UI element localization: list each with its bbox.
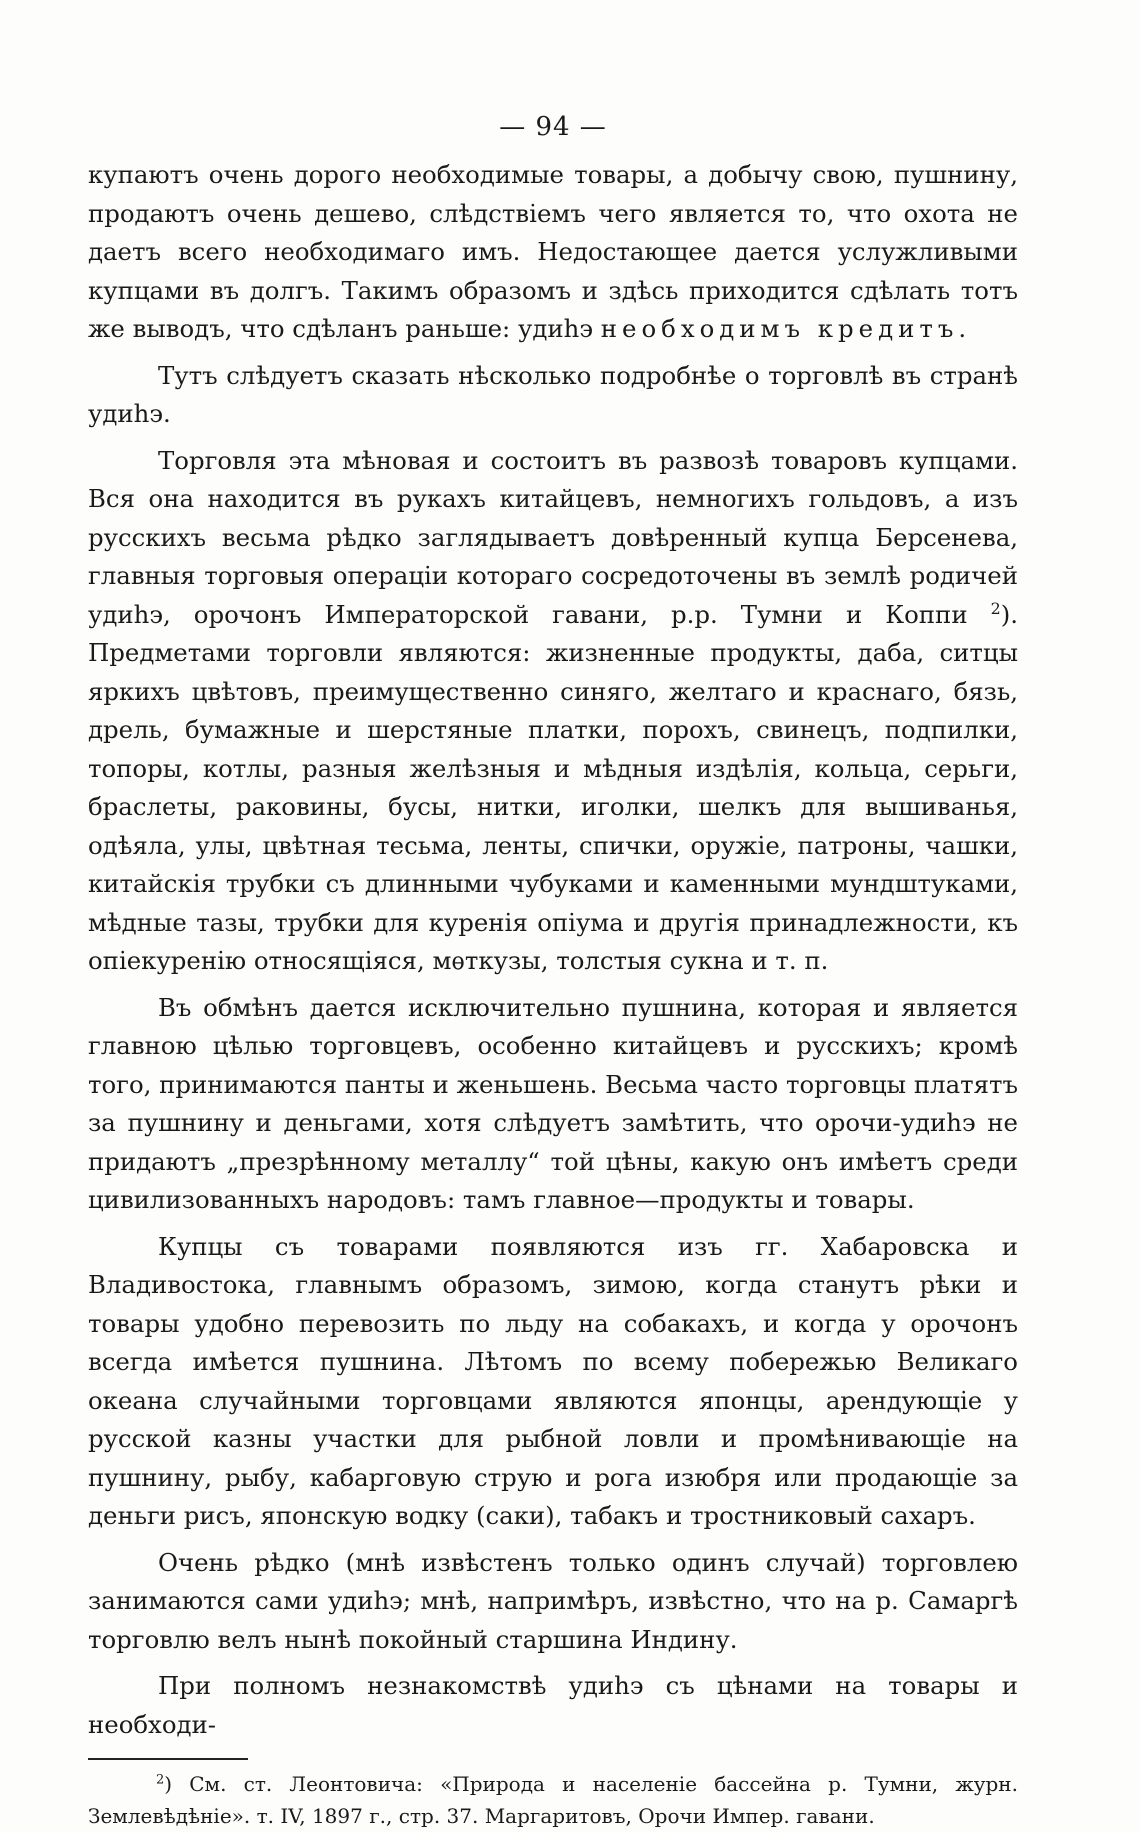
footnote-mark: 2	[156, 1772, 165, 1788]
footnote	[88, 1768, 1018, 1832]
paragraph-1-text: купаютъ очень дорого необходимые товары, а добычу свою, пушнину, продаютъ очень дешево, слѣдствіемъ чего является то, что охота не даетъ всего необходимаго имъ. Недостающее дается услужливыми купцами въ долгъ. Такимъ образомъ и здѣсь приходится сдѣлать тотъ же выводъ, что сдѣланъ раньше: удиһэ	[88, 160, 1018, 343]
paragraph-3-text: Торговля эта мѣновая и состоитъ въ развозѣ товаровъ купцами. Вся она находится въ рукахъ китайцевъ, немногихъ гольдовъ, а изъ русскихъ весьма рѣдко заглядываетъ довѣренный купца Берсенева, главныя торговыя операціи котораго сосредоточены въ землѣ родичей удиһэ, орочонъ Императорской гавани, р.р. Тумни и Коппи	[88, 445, 1018, 629]
paragraph-5: Купцы съ товарами появляются изъ гг. Хабаровска и Владивостока, главнымъ образомъ, зимою, когда станутъ рѣки и товары удобно перевозить по льду на собакахъ, и когда у орочонъ всегда имѣется пушнина. Лѣтомъ по всему побережью Великаго океана случайными торговцами являются японцы, арендующіе у русской казны участки для рыбной ловли и промѣнивающіе на пушнину, рыбу, кабарговую струю и рога изюбря или продающіе за деньги рисъ, японскую водку (саки), табакъ и тростниковый сахаръ.	[88, 1231, 1018, 1530]
paragraph-6: Очень рѣдко (мнѣ извѣстенъ только одинъ случай) торговлею занимаются сами удиһэ; мнѣ, напримѣръ, извѣстно, что на р. Самаргѣ торговлю велъ нынѣ покойный старшина Индину.	[88, 1547, 1018, 1654]
paragraph-1	[88, 156, 1018, 349]
paragraph-7: При полномъ незнакомствѣ удиһэ съ цѣнами на товары и необходи-	[88, 1671, 1018, 1739]
paragraph-4: Въ обмѣнъ дается исключительно пушнина, которая и является главною цѣлью торговцевъ, особенно китайцевъ и русскихъ; кромѣ того, принимаются панты и женьшень. Весьма часто торговцы платятъ за пушнину и деньгами, хотя слѣдуетъ замѣтить, что орочи-удиһэ не придаютъ „презрѣнному металлу“ той цѣны, какую онъ имѣетъ среди цивилизованныхъ народовъ: тамъ главное—продукты и товары.	[88, 992, 1018, 1214]
paragraph-3-continued: ). Предметами торговли являются: жизненные продукты, даба, ситцы яркихъ цвѣтовъ, преимущественно синяго, желтаго и краснаго, бязь, дрель, бумажные и шерстяные платки, порохъ, свинецъ, подпилки, топоры, котлы, разныя желѣзныя и мѣдныя издѣлія, кольца, серьги, браслеты, раковины, бусы, нитки, иголки, шелкъ для вышиванья, одѣяла, улы, цвѣтная тесьма, ленты, спички, оружіе, патроны, чашки, китайскія трубки съ длинными чубуками и каменными мундштуками, мѣдные тазы, трубки для куренія опіума и другія принадлежности, къ опіекуренію относящіяся, мѳткузы, толстыя сукна и т. п.	[88, 599, 1018, 975]
footnote-text: ) См. ст. Леонтовича: «Природа и населеніе бассейна р. Тумни, журн. Землевѣдѣніе». т. IV, 1897 г., стр. 37. Маргаритовъ, Орочи Импер. гавани.	[88, 1772, 1018, 1828]
page	[88, 112, 1018, 1832]
paragraph-2: Тутъ слѣдуетъ сказать нѣсколько подробнѣе о торговлѣ въ странѣ удиһэ.	[88, 360, 1018, 428]
paragraph-1-end: .	[958, 314, 967, 343]
footnote-reference[interactable]: 2	[990, 598, 1001, 618]
page-number: — 94 —	[499, 112, 607, 142]
footnote-divider	[88, 1758, 248, 1760]
emphasis-text: необходимъ кредитъ	[600, 314, 959, 343]
paragraph-3	[88, 442, 1018, 981]
